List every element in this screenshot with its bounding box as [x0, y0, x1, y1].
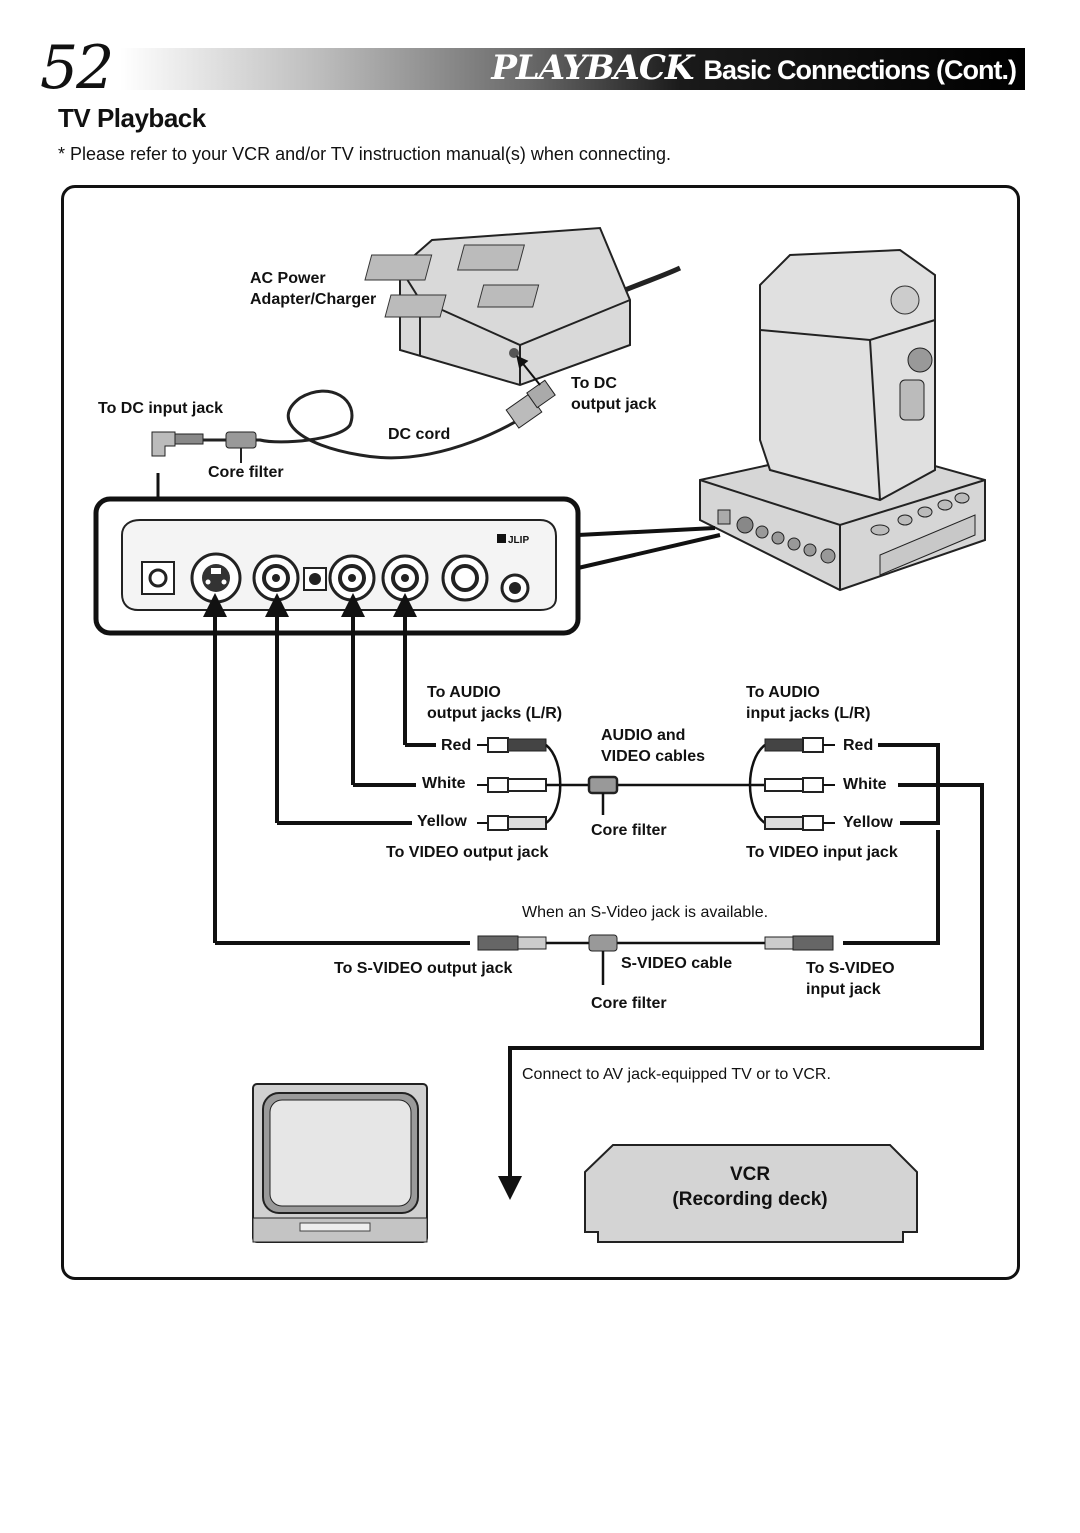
white-label-left: White [422, 775, 466, 792]
s-video-out-label: To S-VIDEO output jack [334, 960, 513, 977]
av-cables-label-2: VIDEO cables [601, 748, 706, 765]
section-title: TV Playback [58, 103, 206, 133]
header-section: PLAYBACK [491, 48, 694, 88]
ac-adapter-label-1: AC Power [250, 270, 326, 287]
yellow-label-right: Yellow [843, 814, 893, 831]
instruction-note: * Please refer to your VCR and/or TV instruction manual(s) when connecting. [58, 144, 671, 164]
jlip-logo: JLIP [508, 535, 530, 546]
header-subtitle: Basic Connections (Cont.) [703, 55, 1016, 85]
tv-illustration [253, 1084, 427, 1242]
to-dc-output-label-2: output jack [571, 396, 657, 413]
video-out-label: To VIDEO output jack [386, 844, 549, 861]
video-in-label: To VIDEO input jack [746, 844, 898, 861]
core-filter-label-svideo: Core filter [591, 995, 667, 1012]
audio-out-label-1: To AUDIO [427, 684, 501, 701]
red-label-left: Red [441, 737, 472, 754]
vcr-label [640, 1162, 860, 1212]
core-filter-label-av: Core filter [591, 822, 667, 839]
to-dc-input-label: To DC input jack [98, 400, 224, 417]
rca-plugs-left [477, 738, 546, 830]
yellow-label-left: Yellow [417, 813, 467, 830]
white-label-right: White [843, 776, 887, 793]
rca-plugs-right [765, 738, 835, 830]
s-video-in-label-1: To S-VIDEO [806, 960, 895, 977]
dc-cord-label: DC cord [388, 426, 451, 443]
s-video-cable-label: S-VIDEO cable [621, 955, 733, 972]
to-dc-output-label-1: To DC [571, 375, 617, 392]
page-number: 52 [40, 33, 113, 103]
connect-note: Connect to AV jack-equipped TV or to VCR. [522, 1066, 831, 1083]
av-cables-label-1: AUDIO and [601, 727, 686, 744]
vcr-label-line1: VCR [729, 1164, 771, 1185]
core-filter-label-dc: Core filter [208, 464, 284, 481]
audio-out-label-2: output jacks (L/R) [427, 705, 563, 722]
camcorder-dock-illustration [700, 250, 985, 590]
audio-in-label-2: input jacks (L/R) [746, 705, 871, 722]
ac-adapter-illustration [365, 228, 680, 385]
red-label-right: Red [843, 737, 874, 754]
vcr-label-line2: (Recording deck) [672, 1189, 828, 1210]
s-video-in-label-2: input jack [806, 981, 881, 998]
s-video-note: When an S-Video jack is available. [522, 904, 769, 921]
zoom-lines [578, 528, 720, 568]
ac-adapter-label-2: Adapter/Charger [250, 291, 377, 308]
jack-panel-enlarged [96, 499, 578, 633]
audio-in-label-1: To AUDIO [746, 684, 820, 701]
